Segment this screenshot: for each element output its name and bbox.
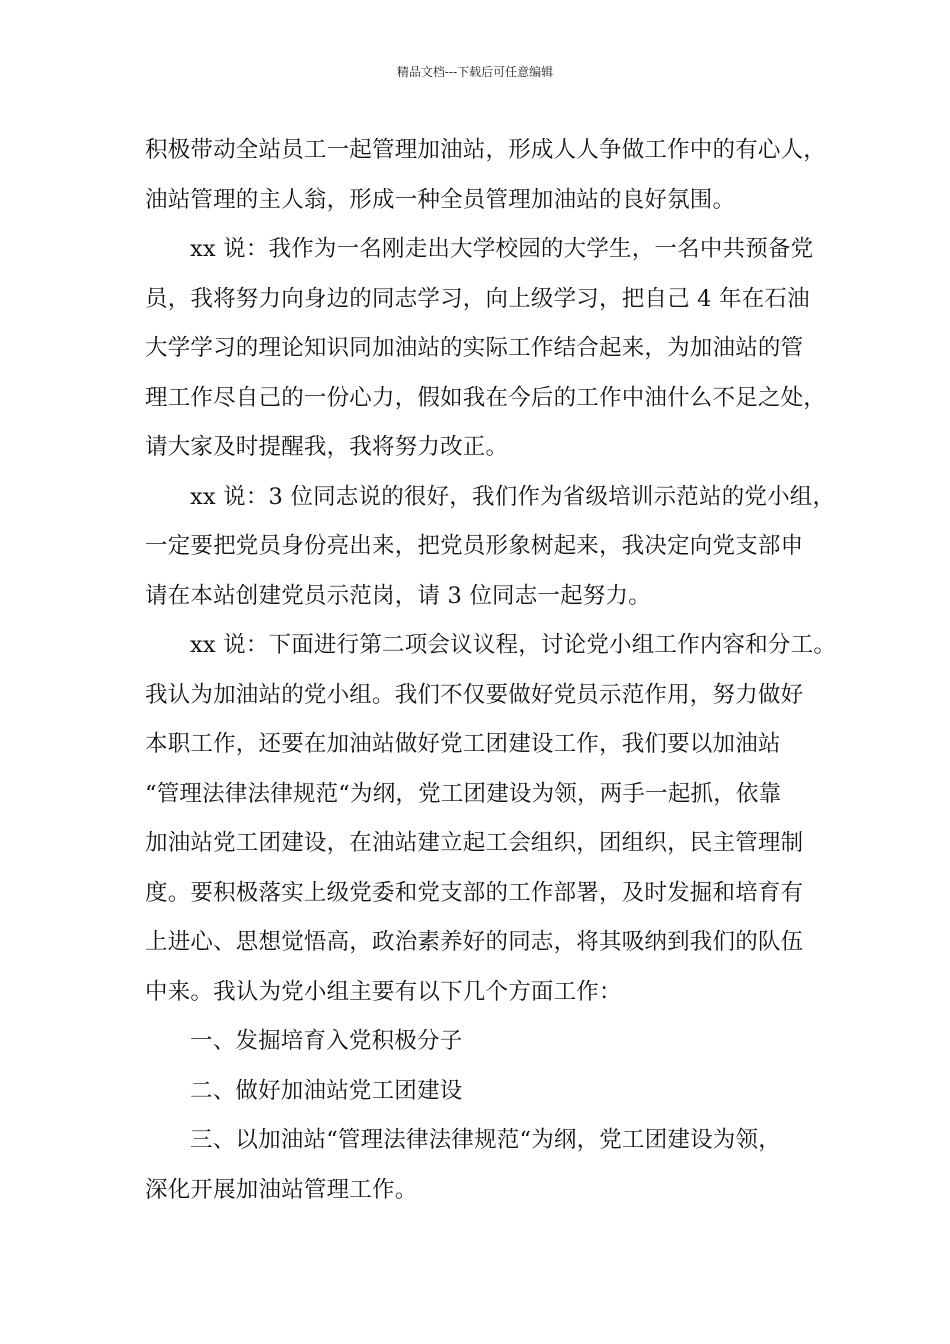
paragraph-start-line: xx 说：我作为一名刚走出大学校园的大学生，一名中共预备党 bbox=[190, 236, 814, 262]
text-line: 请大家及时提醒我，我将努力改正。 bbox=[145, 434, 509, 460]
text-line: 上进心、思想觉悟高，政治素养好的同志，将其吸纳到我们的队伍 bbox=[145, 929, 804, 955]
text-line: “管理法律法律规范“为纲，党工团建设为领，两手一起抓，依靠 bbox=[145, 780, 782, 807]
text-line: 大学学习的理论知识同加油站的实际工作结合起来，为加油站的管 bbox=[145, 335, 804, 361]
paragraph-start-line: xx 说：3 位同志说的很好，我们作为省级培训示范站的党小组， bbox=[190, 483, 836, 510]
text-line: 员，我将努力向身边的同志学习，向上级学习，把自己 4 年在石油 bbox=[145, 285, 810, 312]
text-line: 理工作尽自己的一份心力，假如我在今后的工作中油什么不足之处， bbox=[145, 384, 827, 411]
text-line: 加油站党工团建设，在油站建立起工会组织，团组织，民主管理制 bbox=[145, 830, 804, 856]
paragraph-start-line: xx 说：下面进行第二项会议议程，讨论党小组工作内容和分工。 bbox=[190, 632, 837, 658]
page-header: 精品文档---下载后可任意编辑 bbox=[396, 65, 554, 79]
text-line: 一定要把党员身份亮出来，把党员形象树起来，我决定向党支部申 bbox=[145, 533, 804, 559]
text-line: 积极带动全站员工一起管理加油站，形成人人争做工作中的有心人， bbox=[145, 137, 827, 163]
text-line: 本职工作，还要在加油站做好党工团建设工作，我们要以加油站 bbox=[145, 731, 781, 757]
list-item-line: 三、以加油站“管理法律法律规范“为纲，党工团建设为领， bbox=[190, 1127, 781, 1153]
text-line: 深化开展加油站管理工作。 bbox=[145, 1176, 418, 1203]
list-item-line: 二、做好加油站党工团建设 bbox=[190, 1077, 463, 1104]
text-line: 中来。我认为党小组主要有以下几个方面工作： bbox=[145, 978, 622, 1005]
text-line: 我认为加油站的党小组。我们不仅要做好党员示范作用，努力做好 bbox=[145, 681, 804, 708]
text-line: 油站管理的主人翁，形成一种全员管理加油站的良好氛围。 bbox=[145, 186, 736, 213]
list-item-line: 一、发掘培育入党积极分子 bbox=[190, 1028, 463, 1054]
text-line: 度。要积极落实上级党委和党支部的工作部署，及时发掘和培育有 bbox=[145, 879, 804, 906]
document-body bbox=[145, 126, 835, 1215]
text-line: 请在本站创建党员示范岗，请 3 位同志一起努力。 bbox=[145, 582, 651, 609]
